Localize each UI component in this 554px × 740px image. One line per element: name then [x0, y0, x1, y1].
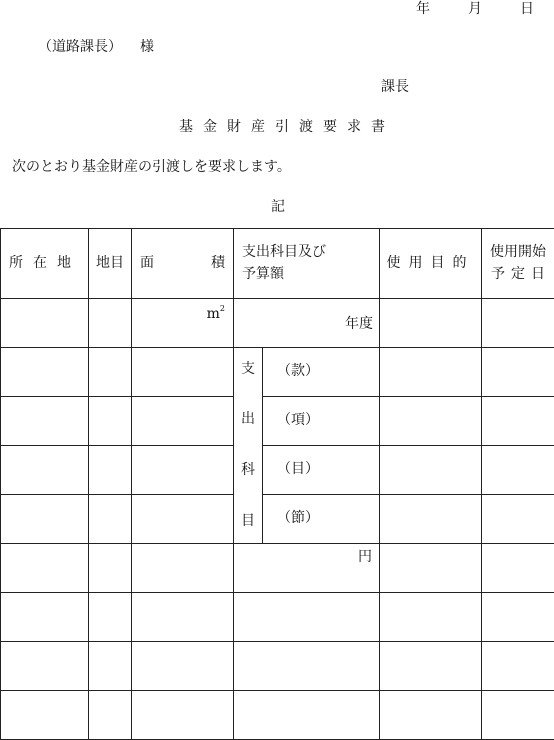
- area-cell[interactable]: [132, 544, 234, 593]
- header-start-line2: 予定日: [482, 264, 554, 286]
- start-date-cell[interactable]: [482, 299, 554, 348]
- header-area-part-b: 積: [211, 253, 225, 275]
- start-date-cell[interactable]: [482, 642, 554, 691]
- header-start-date: [482, 229, 554, 299]
- area-cell[interactable]: [132, 495, 234, 544]
- purpose-cell[interactable]: [380, 691, 482, 740]
- addressee-line: [38, 40, 154, 54]
- location-cell[interactable]: [1, 299, 89, 348]
- area-cell[interactable]: [132, 348, 234, 397]
- addressee: （道路課長）: [38, 40, 122, 54]
- table-row: [1, 348, 554, 397]
- location-cell[interactable]: [1, 397, 89, 446]
- purpose-cell[interactable]: [380, 299, 482, 348]
- date-day-label: 日: [520, 2, 534, 16]
- purpose-cell[interactable]: [380, 593, 482, 642]
- expenditure-char: 目: [241, 511, 255, 533]
- budget-cell[interactable]: [234, 642, 380, 691]
- subitem-setsu[interactable]: （節）: [263, 495, 380, 544]
- budget-amount-cell[interactable]: [234, 544, 380, 593]
- location-cell[interactable]: [1, 544, 89, 593]
- budget-cell[interactable]: [234, 691, 380, 740]
- start-date-cell[interactable]: [482, 593, 554, 642]
- expenditure-char: 科: [241, 460, 255, 482]
- header-land-category: 地目: [89, 229, 132, 299]
- expenditure-char: 支: [241, 359, 255, 381]
- land-category-cell[interactable]: [89, 544, 132, 593]
- subitem-kou[interactable]: （項）: [263, 397, 380, 446]
- date-line: [378, 2, 534, 16]
- honorific: 様: [140, 40, 154, 54]
- location-cell[interactable]: [1, 495, 89, 544]
- header-budget: [234, 229, 380, 299]
- area-cell[interactable]: [132, 642, 234, 691]
- area-cell[interactable]: [132, 593, 234, 642]
- land-category-cell[interactable]: [89, 642, 132, 691]
- purpose-cell[interactable]: [380, 446, 482, 495]
- table-row: [1, 397, 554, 446]
- expenditure-vertical-label: [234, 348, 263, 544]
- header-area-part-a: 面: [140, 253, 154, 275]
- header-row: [1, 229, 554, 299]
- body-text: 次のとおり基金財産の引渡しを要求します。: [12, 160, 291, 174]
- header-budget-line1: 支出科目及び: [242, 242, 371, 264]
- header-budget-line2: 予算額: [242, 264, 371, 286]
- land-category-cell[interactable]: [89, 495, 132, 544]
- area-cell[interactable]: [132, 691, 234, 740]
- table-row: [1, 642, 554, 691]
- subitem-moku[interactable]: （目）: [263, 446, 380, 495]
- land-category-cell[interactable]: [89, 446, 132, 495]
- area-cell[interactable]: [132, 397, 234, 446]
- purpose-cell[interactable]: [380, 397, 482, 446]
- document-title: 基金財産引渡要求書: [0, 120, 554, 134]
- purpose-cell[interactable]: [380, 642, 482, 691]
- purpose-cell[interactable]: [380, 348, 482, 397]
- header-location: 所在地: [1, 229, 89, 299]
- header-start-line1: 使用開始: [482, 242, 554, 264]
- land-category-cell[interactable]: [89, 691, 132, 740]
- location-cell[interactable]: [1, 642, 89, 691]
- table-row: [1, 446, 554, 495]
- yen-label: 円: [358, 550, 372, 564]
- land-category-cell[interactable]: [89, 593, 132, 642]
- header-purpose: 使用目的: [380, 229, 482, 299]
- table-row: [1, 495, 554, 544]
- table-row: [1, 544, 554, 593]
- fiscal-year-cell[interactable]: [234, 299, 380, 348]
- location-cell[interactable]: [1, 446, 89, 495]
- start-date-cell[interactable]: [482, 348, 554, 397]
- area-cell[interactable]: [132, 299, 234, 348]
- start-date-cell[interactable]: [482, 544, 554, 593]
- header-area: [132, 229, 234, 299]
- fiscal-year-label: 年度: [345, 317, 373, 331]
- budget-cell[interactable]: [234, 593, 380, 642]
- start-date-cell[interactable]: [482, 397, 554, 446]
- land-category-cell[interactable]: [89, 299, 132, 348]
- date-year-label: 年: [416, 2, 430, 16]
- area-cell[interactable]: [132, 446, 234, 495]
- start-date-cell[interactable]: [482, 446, 554, 495]
- table-row: [1, 299, 554, 348]
- table-row: [1, 593, 554, 642]
- subitem-kan[interactable]: （款）: [263, 348, 380, 397]
- location-cell[interactable]: [1, 691, 89, 740]
- land-category-cell[interactable]: [89, 348, 132, 397]
- expenditure-char: 出: [241, 409, 255, 431]
- request-table: [0, 228, 554, 740]
- location-cell[interactable]: [1, 593, 89, 642]
- date-month-label: 月: [468, 2, 482, 16]
- ki-label: 記: [271, 200, 285, 214]
- start-date-cell[interactable]: [482, 691, 554, 740]
- land-category-cell[interactable]: [89, 397, 132, 446]
- location-cell[interactable]: [1, 348, 89, 397]
- sender-title: 課長: [381, 80, 409, 94]
- start-date-cell[interactable]: [482, 495, 554, 544]
- purpose-cell[interactable]: [380, 544, 482, 593]
- area-unit: $m^2$: [207, 307, 225, 321]
- table-row: [1, 691, 554, 740]
- purpose-cell[interactable]: [380, 495, 482, 544]
